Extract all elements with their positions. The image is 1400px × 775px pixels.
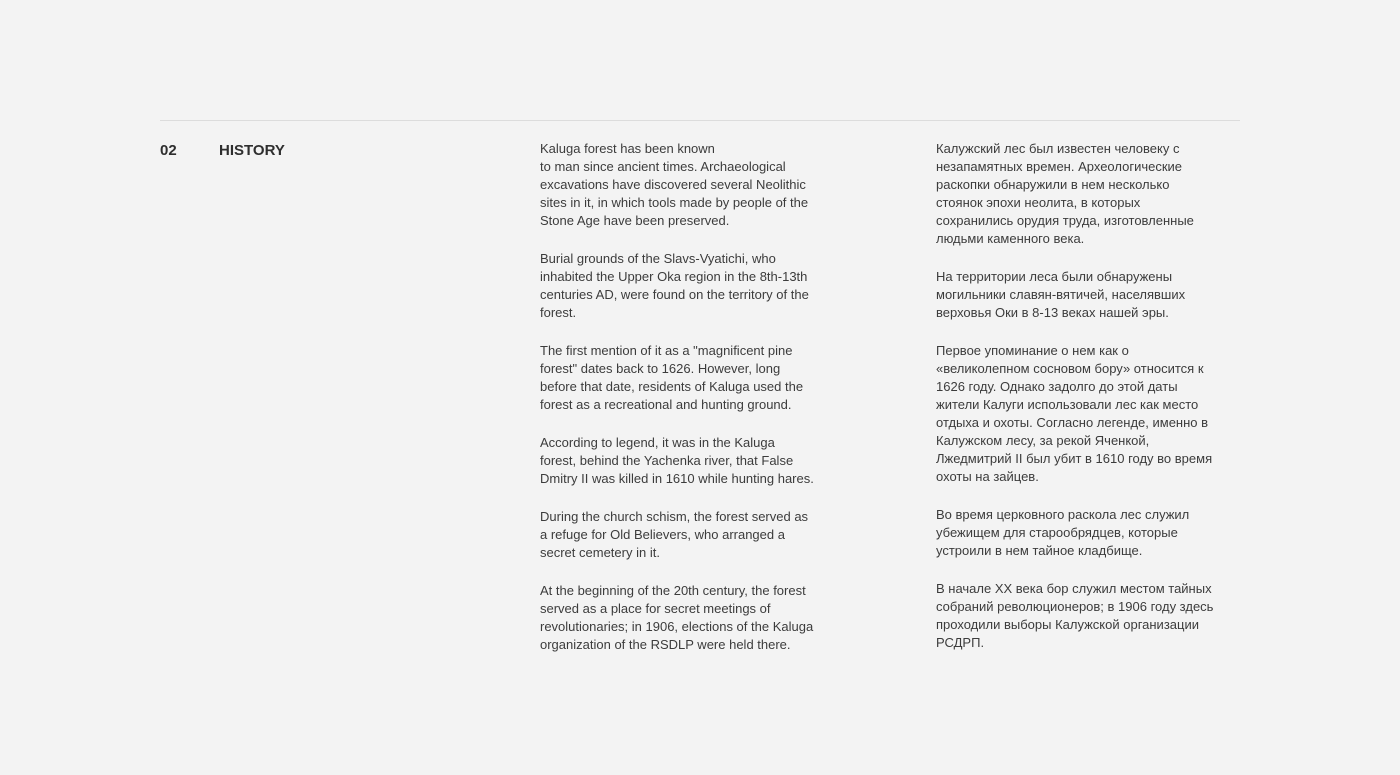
english-paragraph: The first mention of it as a "magnificent pine forest" dates back to 1626. However, long before that date, residents of Kaluga used the forest as a recreational and hunting ground. — [540, 343, 804, 412]
english-paragraph: During the church schism, the forest served as a refuge for Old Believers, who arranged a secret cemetery in it. — [540, 509, 809, 560]
section-number: 02 — [160, 142, 177, 159]
russian-paragraph: На территории леса были обнаружены могильники славян-вятичей, населявших верховья Оки в 8-13 веках нашей эры. — [936, 269, 1186, 320]
russian-text-column — [936, 140, 1246, 672]
english-text-column — [540, 140, 850, 674]
english-paragraph: Kaluga forest has been known to man since ancient times. Archaeological excavations have discovered several Neolithic sites in it, in which tools made by people of the Stone Age have been preserved. — [540, 141, 809, 228]
english-paragraph: According to legend, it was in the Kaluga forest, behind the Yachenka river, that False Dmitry II was killed in 1610 while hunting hares. — [540, 435, 814, 486]
russian-paragraph: Первое упоминание о нем как о «великолепном сосновом бору» относится к 1626 году. Однако задолго до этой даты жители Калуги использовали лес как место отдыха и охоты. Согласно легенде, именно в Калужском лесу, за рекой Яченкой, Лжедмитрий II был убит в 1610 году во время охоты на зайцев. — [936, 343, 1213, 484]
russian-paragraph: В начале XX века бор служил местом тайных собраний революционеров; в 1906 году здесь проходили выборы Калужской организации РСДРП. — [936, 581, 1214, 650]
english-paragraph: Burial grounds of the Slavs-Vyatichi, who inhabited the Upper Oka region in the 8th-13th centuries AD, were found on the territory of the forest. — [540, 251, 809, 320]
russian-paragraph: Калужский лес был известен человеку с незапамятных времен. Археологические раскопки обнаружили в нем несколько стоянок эпохи неолита, в которых сохранились орудия труда, изготовленные людьми каменного века. — [936, 141, 1194, 246]
section-title: HISTORY — [219, 142, 285, 159]
russian-paragraph: Во время церковного раскола лес служил убежищем для старообрядцев, которые устроили в нем тайное кладбище. — [936, 507, 1190, 558]
section-divider — [160, 120, 1240, 121]
english-paragraph: At the beginning of the 20th century, the forest served as a place for secret meetings of revolutionaries; in 1906, elections of the Kaluga organization of the RSDLP were held there. — [540, 583, 814, 652]
